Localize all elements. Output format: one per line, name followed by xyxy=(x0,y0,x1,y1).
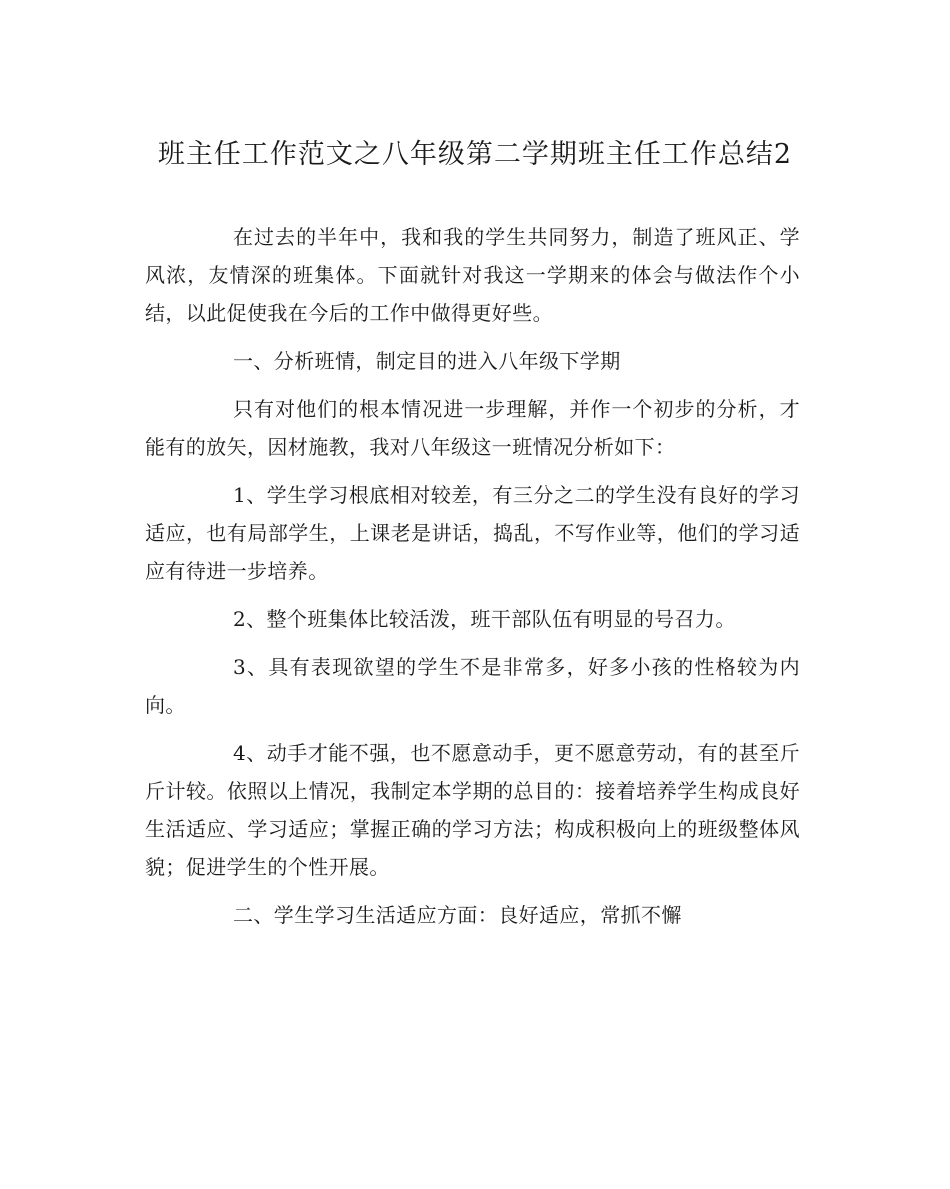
list-item-3: 3、具有表现欲望的学生不是非常多，好多小孩的性格较为内向。 xyxy=(145,655,800,717)
list-item-2: 2、整个班集体比较活泼，班干部队伍有明显的号召力。 xyxy=(233,607,736,631)
list-item-4: 4、动手才能不强，也不愿意动手，更不愿意劳动，有的甚至斤斤计较。依照以上情况，我制定本学期的总目的：接着培养学生构成良好生活适应、学习适应；掌握正确的学习方法；构成积极向上的班级整体风貌；促进学生的个性开展。 xyxy=(145,741,800,879)
document-title: 班主任工作范文之八年级第二学期班主任工作总结2 xyxy=(157,139,793,170)
document-body xyxy=(145,218,800,944)
paragraph-analysis: 只有对他们的根本情况进一步理解，并作一个初步的分析，才能有的放矢，因材施教，我对八年级这一班情况分析如下： xyxy=(145,397,800,459)
section-heading-1: 一、分析班情，制定目的进入八年级下学期 xyxy=(233,349,621,373)
section-heading-2: 二、学生学习生活适应方面：良好适应，常抓不懈 xyxy=(233,903,682,927)
paragraph-intro: 在过去的半年中，我和我的学生共同努力，制造了班风正、学风浓，友情深的班集体。下面就针对我这一学期来的体会与做法作个小结，以此促使我在今后的工作中做得更好些。 xyxy=(145,225,800,325)
list-item-1: 1、学生学习根底相对较差，有三分之二的学生没有良好的学习适应，也有局部学生，上课老是讲话，捣乱，不写作业等，他们的学习适应有待进一步培养。 xyxy=(145,483,800,583)
